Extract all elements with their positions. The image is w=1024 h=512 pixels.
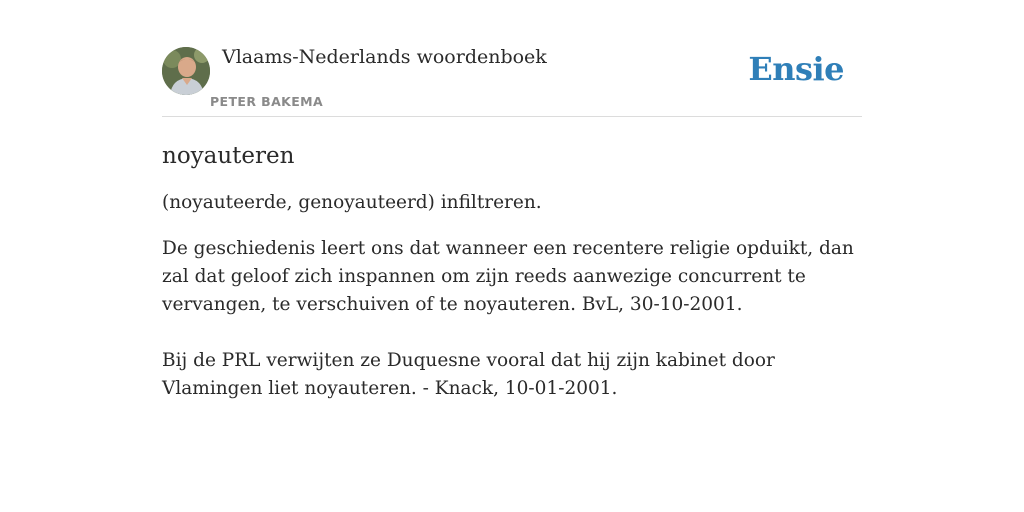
author-photo: [162, 47, 210, 95]
entry-header: [162, 0, 862, 117]
entry-example: Bij de PRL verwijten ze Duquesne vooral dat hij zijn kabinet door Vlamingen liet noyauteren. - Knack, 10-01-2001.: [162, 350, 775, 399]
entry-example: De geschiedenis leert ons dat wanneer een recentere religie opduikt, dan zal dat geloof zich inspannen om zijn reeds aanwezige concurrent te vervangen, te verschuiven of te noyauteren. BvL, 30-10-2001.: [162, 238, 854, 315]
entry-definition: (noyauteerde, genoyauteerd) infiltreren.: [162, 192, 542, 213]
entry-card: [162, 0, 862, 403]
brand-logo[interactable]: Ensie: [748, 50, 844, 88]
dictionary-title[interactable]: Vlaams-Nederlands woordenboek: [222, 46, 547, 68]
avatar[interactable]: [162, 47, 210, 95]
entry-term: noyauteren: [162, 143, 295, 169]
author-name[interactable]: PETER BAKEMA: [210, 94, 324, 109]
